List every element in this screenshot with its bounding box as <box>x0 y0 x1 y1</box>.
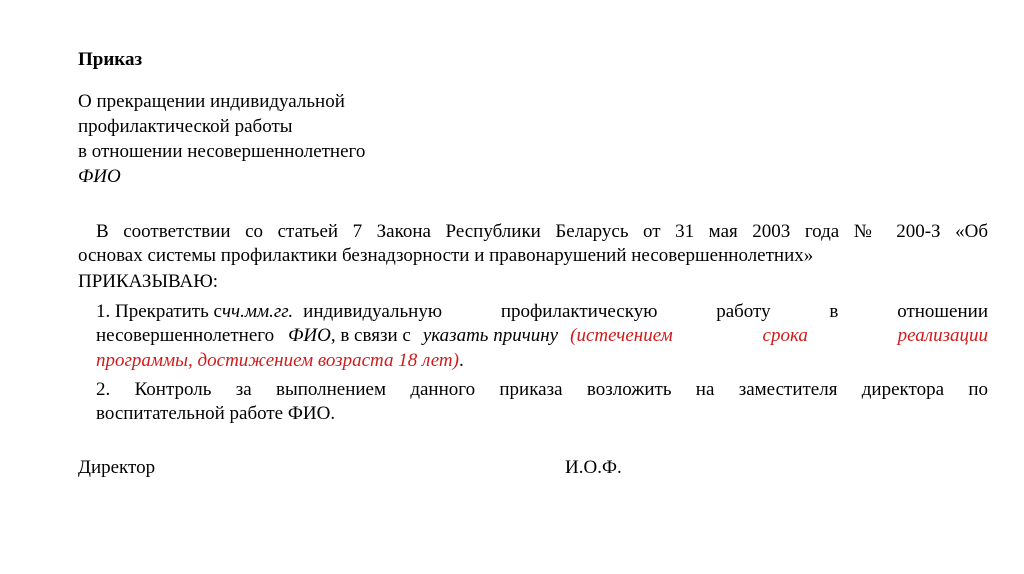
subject-line-2: профилактической работы <box>78 116 293 137</box>
preamble-line-1: В соответствии со статьей 7 Закона Республики Беларусь от 31 мая 2003 года № 200-З «Об <box>96 221 988 242</box>
subject-line-1: О прекращении индивидуальной <box>78 91 345 112</box>
document-heading: Приказ <box>78 49 143 70</box>
item-1-minor: несовершеннолетнего <box>96 325 275 346</box>
item-1-red-reason-2: программы, достижением возраста 18 лет) <box>96 350 459 371</box>
item-1-connector: , в связи с <box>330 325 411 346</box>
order-word: ПРИКАЗЫВАЮ: <box>78 271 219 292</box>
item-1-line-3 <box>96 349 464 373</box>
item-1-prefix: 1. Прекратить с <box>96 301 222 322</box>
subject-line-3: в отношении несовершеннолетнего <box>78 141 366 162</box>
item-1-red-reason-1: (истечением срока реализации <box>570 325 988 346</box>
item-1-text: индивидуальную профилактическую работу в отношении <box>303 301 988 322</box>
item-1-name: ФИО <box>288 325 331 346</box>
signature-position: Директор <box>78 457 156 478</box>
item-1-line-1 <box>96 300 988 324</box>
signature-name: И.О.Ф. <box>565 457 622 478</box>
item-1-end: . <box>458 350 464 371</box>
item-2-line-1: 2. Контроль за выполнением данного приказа возложить на заместителя директора по <box>96 379 988 400</box>
subject-name: ФИО <box>78 166 121 187</box>
item-1-line-2 <box>96 324 988 348</box>
item-1-reason: указать причину <box>422 325 559 346</box>
preamble-line-2: основах системы профилактики безнадзорности и правонарушений несовершеннолетних» <box>78 245 814 266</box>
item-1-date: чч.мм.гг. <box>221 301 294 322</box>
item-2-line-2: воспитательной работе ФИО. <box>96 403 336 424</box>
